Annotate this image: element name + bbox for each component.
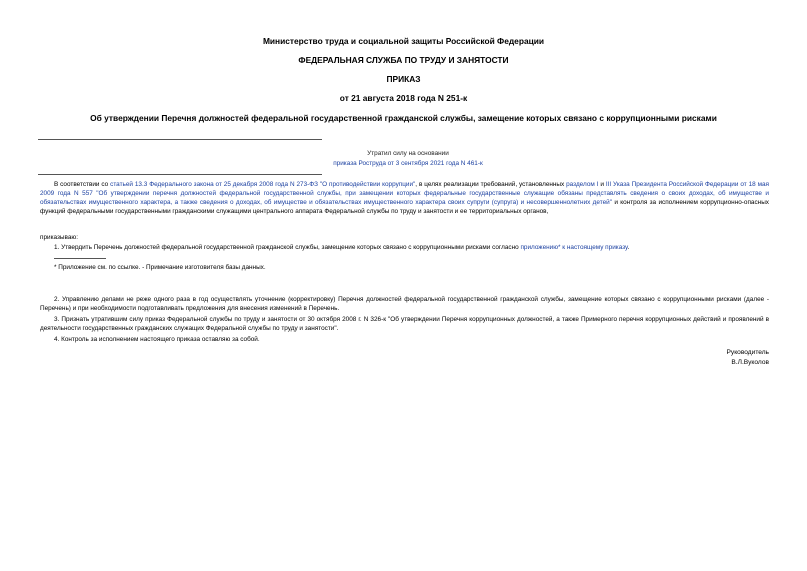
- preamble-text: и: [598, 181, 606, 188]
- footnote-text: * Приложение см. по ссылке. - Примечание изготовителя базы данных.: [54, 264, 266, 271]
- item-3-text: 3. Признать утратившим силу приказ Федеральной службы по труду и занятости от 30 октября 2008 г. N 326-к "Об утверждении Перечня коррупционных должностей, а также Примерного перечня коррупционных действий и проявлений в деятельности государственных гражданских служащих Федеральной службы по труду и занятости".: [40, 316, 769, 333]
- item-3-paragraph: [40, 315, 769, 333]
- status-note-text: Утратил силу на основании: [367, 150, 449, 157]
- separator-line: [38, 139, 322, 140]
- item-1-text: .: [627, 244, 630, 251]
- law-link[interactable]: статьей 13.3 Федерального закона от 25 декабря 2008 года N 273-ФЗ "О противодействии коррупции": [110, 181, 416, 188]
- document-title: Об утверждении Перечня должностей федеральной государственной гражданской службы, замещение которых связано с коррупционными рисками: [90, 113, 717, 123]
- document-type: ПРИКАЗ: [386, 74, 421, 84]
- ministry-name: Министерство труда и социальной защиты Российской Федерации: [262, 36, 545, 46]
- preamble-paragraph: [40, 180, 769, 216]
- order-word: приказываю:: [40, 234, 78, 241]
- section-link[interactable]: разделом I: [566, 181, 599, 188]
- item-2-paragraph: [40, 295, 769, 313]
- item-1-paragraph: [40, 243, 769, 252]
- signature-role: Руководитель: [726, 349, 769, 356]
- service-name: ФЕДЕРАЛЬНАЯ СЛУЖБА ПО ТРУДУ И ЗАНЯТОСТИ: [298, 55, 509, 65]
- preamble-text: , в целях реализации требований, установленных: [415, 181, 567, 188]
- appendix-link[interactable]: приложению* к настоящему приказу: [520, 244, 628, 251]
- status-note-link[interactable]: приказа Роструда от 3 сентября 2021 года N 461-к: [333, 160, 483, 167]
- order-date-number: от 21 августа 2018 года N 251-к: [339, 93, 468, 103]
- preamble-text: и контроля за исполнением коррупционно-опасных функций федеральными государственными гражданскими служащими центрального аппарата Федеральной службы по труду и занятости и ее территориальных органов,: [40, 199, 769, 216]
- preamble-text: В соответствии со: [54, 181, 111, 188]
- separator-line: [38, 174, 322, 175]
- item-4-text: 4. Контроль за исполнением настоящего приказа оставляю за собой.: [54, 336, 260, 343]
- signature-name: В.Л.Вуколов: [731, 359, 769, 366]
- footnote-separator: [54, 258, 106, 259]
- item-2-text: 2. Управлению делами не реже одного раза в год осуществлять уточнение (корректировку) Перечня должностей федеральной государственной гражданской службы, замещение которых связано с коррупционными рисками (далее - Перечень) и при необходимости подготавливать предложения для внесения изменений в Перечень.: [40, 296, 769, 313]
- item-4-paragraph: [40, 335, 769, 344]
- item-1-text: 1. Утвердить Перечень должностей федеральной государственной гражданской службы, замещение которых связано с коррупционными рисками согласно: [54, 244, 521, 251]
- decree-link[interactable]: III Указа Президента Российской Федерации от 18 мая 2009 года N 557 "Об утверждении перечня должностей федеральной государственной службы, при замещении которых федеральные государственные служащие обязаны представлять сведения о своих доходах, об имуществе и обязательствах имущественного характера, а также сведения о доходах, об имуществе и обязательствах имущественного характера своих супруги (супруга) и несовершеннолетних детей": [40, 181, 769, 207]
